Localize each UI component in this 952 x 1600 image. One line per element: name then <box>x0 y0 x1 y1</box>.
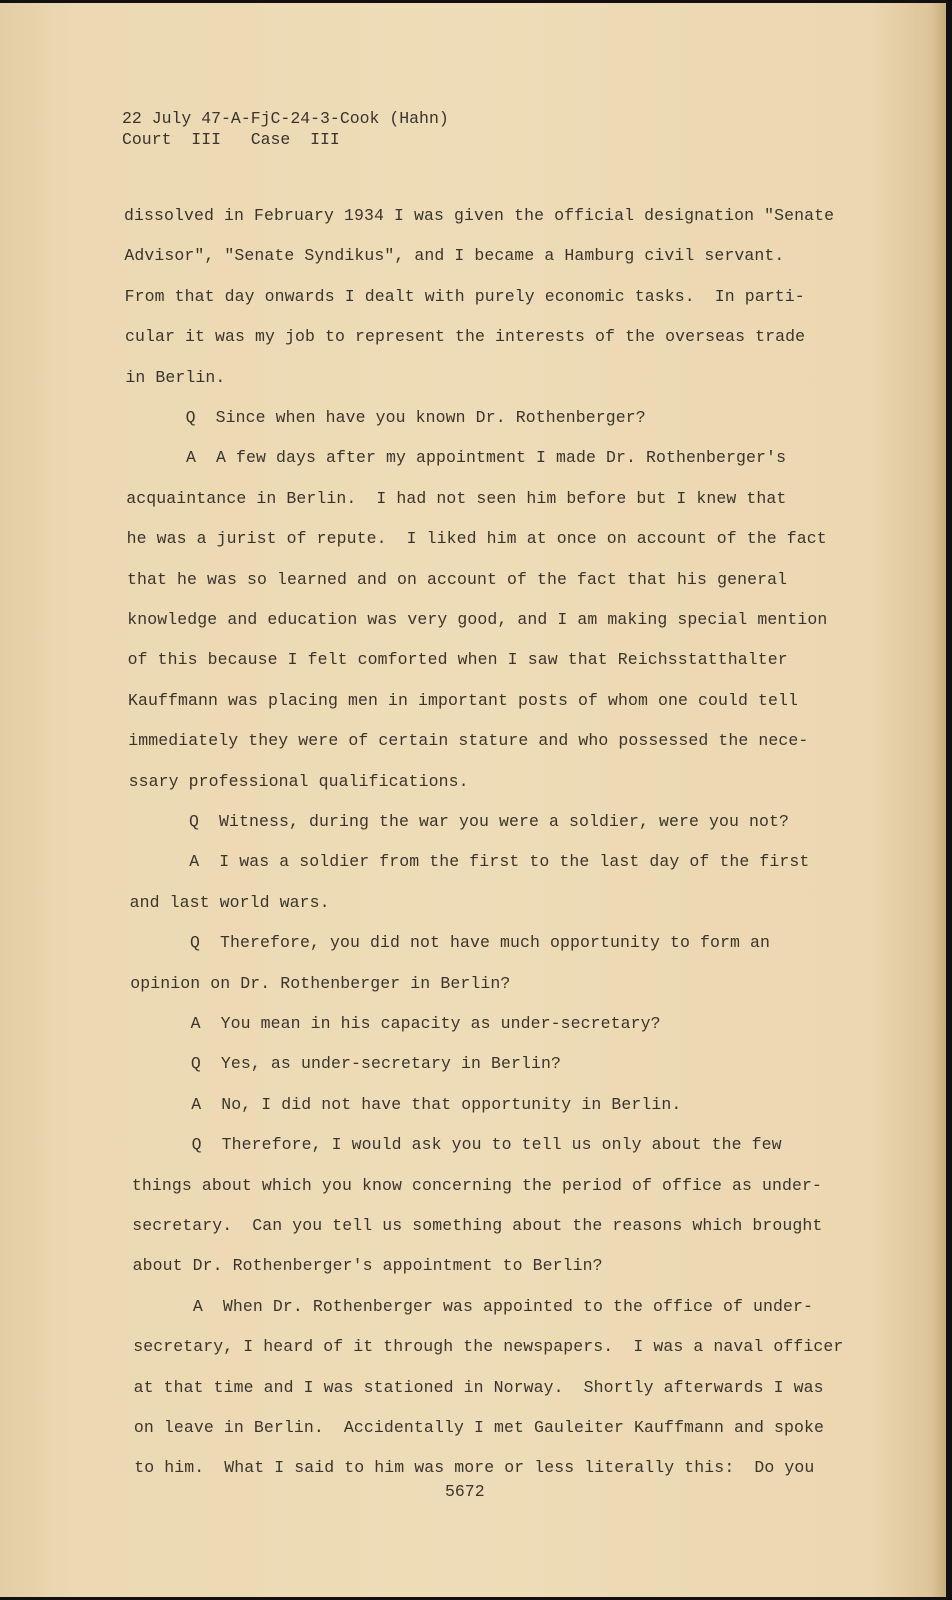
transcript-line: in Berlin. <box>125 367 226 387</box>
document-page <box>0 3 946 1597</box>
transcript-line: knowledge and education was very good, and I am making special mention <box>127 610 828 629</box>
transcript-line: that he was so learned and on account of the fact that his general <box>126 569 788 589</box>
header-case-reference: 22 July 47-A-FjC-24-3-Cook (Hahn) <box>122 109 449 128</box>
transcript-line: Kauffmann was placing men in important posts of whom one could tell <box>127 690 799 710</box>
header-court-case: Court III Case III <box>122 130 340 149</box>
page-edge-shadow <box>932 3 946 1597</box>
transcript-line: secretary. Can you tell us something about the reasons which brought <box>132 1216 823 1235</box>
transcript-line: about Dr. Rothenberger's appointment to Berlin? <box>132 1256 603 1276</box>
transcript-line: A When Dr. Rothenberger was appointed to the office of under- <box>192 1296 814 1316</box>
transcript-line: secretary, I heard of it through the newspapers. I was a naval officer <box>133 1337 844 1357</box>
transcript-line: A No, I did not have that opportunity in Berlin. <box>191 1094 682 1114</box>
transcript-line: Q Therefore, you did not have much opportunity to form an <box>189 933 771 953</box>
transcript-line: and last world wars. <box>129 892 330 912</box>
transcript-line: he was a jurist of repute. I liked him at once on account of the fact <box>126 529 827 549</box>
transcript-line: Q Witness, during the war you were a soldier, were you not? <box>188 812 790 831</box>
transcript-line: A You mean in his capacity as under-secretary? <box>190 1014 661 1033</box>
transcript-line: Q Since when have you known Dr. Rothenberger? <box>185 408 646 427</box>
transcript-line: A A few days after my appointment I made Dr. Rothenberger's <box>185 448 787 468</box>
transcript-line: ssary professional qualifications. <box>128 771 469 791</box>
transcript-line: From that day onwards I dealt with purely economic tasks. In parti- <box>124 286 805 306</box>
transcript-line: Q Therefore, I would ask you to tell us only about the few <box>191 1135 782 1155</box>
transcript-line: to him. What I said to him was more or less literally this: Do you <box>134 1458 815 1478</box>
transcript-line: things about which you know concerning the period of office as under- <box>131 1175 823 1195</box>
transcript-line: Advisor", "Senate Syndikus", and I became a Hamburg civil servant. <box>124 246 785 266</box>
transcript-line: cular it was my job to represent the interests of the overseas trade <box>124 327 806 347</box>
transcript-line: immediately they were of certain stature and who possessed the nece- <box>128 731 809 751</box>
transcript-line: at that time and I was stationed in Norway. Shortly afterwards I was <box>133 1377 824 1397</box>
transcript-line: dissolved in February 1934 I was given the official designation "Senate <box>124 206 835 225</box>
transcript-line: Q Yes, as under-secretary in Berlin? <box>190 1054 561 1074</box>
transcript-line: of this because I felt comforted when I saw that Reichsstatthalter <box>127 650 788 670</box>
transcript-line: on leave in Berlin. Accidentally I met Gauleiter Kauffmann and spoke <box>133 1418 825 1437</box>
transcript-line: acquaintance in Berlin. I had not seen him before but I knew that <box>126 488 787 508</box>
page-number: 5672 <box>445 1482 485 1501</box>
transcript-line: A I was a soldier from the first to the last day of the first <box>189 852 810 872</box>
transcript-line: opinion on Dr. Rothenberger in Berlin? <box>130 973 511 993</box>
